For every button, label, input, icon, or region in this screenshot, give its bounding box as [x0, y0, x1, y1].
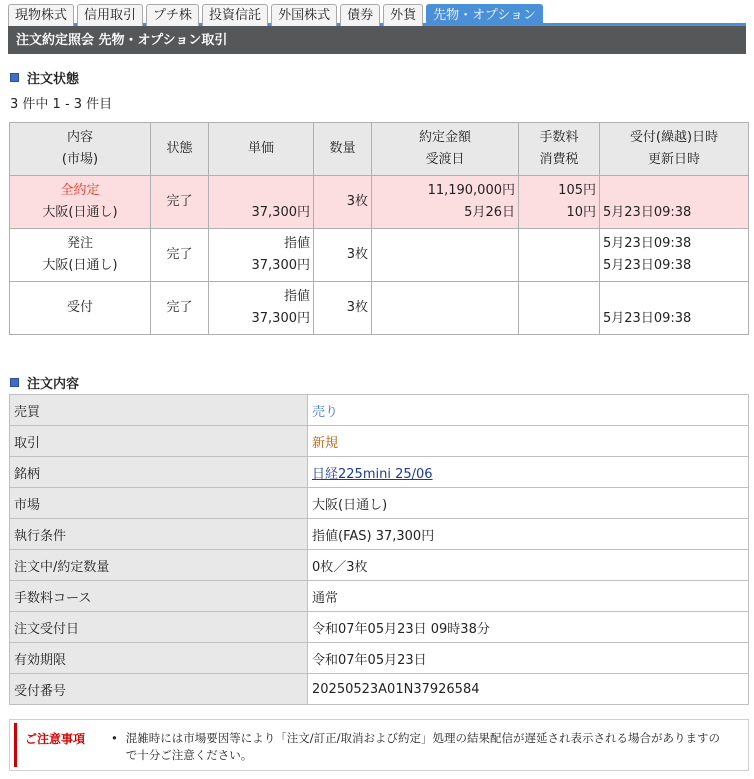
header-state: 状態: [151, 123, 209, 176]
detail-section-heading: [10, 373, 754, 392]
notice-line: 混雑時には市場要因等により「注文/訂正/取消および約定」処理の結果配信が遅延され表示される場合がありますの: [125, 731, 721, 745]
header-qty: 数量: [314, 123, 372, 176]
row-date: 5月23日09:38 5月23日09:38: [600, 229, 749, 282]
row-state: 完了: [151, 229, 209, 282]
square-bullet-icon: [10, 378, 19, 387]
detail-row-trade: [10, 426, 749, 457]
tab-gaika[interactable]: 外貨: [383, 4, 423, 26]
notice-line: で十分ご注意ください。: [125, 748, 253, 762]
detail-value-trade: 新規: [308, 426, 749, 457]
row-state: 完了: [151, 282, 209, 335]
header-date: 受付(繰越)日時 更新日時: [600, 123, 749, 176]
detail-value: 20250523A01N37926584: [308, 674, 749, 705]
detail-row-market: [10, 488, 749, 519]
detail-value-symbol: [308, 457, 749, 488]
detail-key: 受付番号: [10, 674, 308, 705]
row-amount: [372, 229, 519, 282]
tab-genbutsu[interactable]: 現物株式: [8, 4, 74, 26]
detail-key: 銘柄: [10, 457, 308, 488]
detail-heading-text: 注文内容: [27, 377, 80, 392]
detail-key: 手数料コース: [10, 581, 308, 612]
page-title: 注文約定照会 先物・オプション取引: [8, 23, 746, 54]
row-qty: 3枚: [314, 282, 372, 335]
detail-value: 通常: [308, 581, 749, 612]
tab-saiken[interactable]: 債券: [340, 4, 380, 26]
square-bullet-icon: [10, 73, 19, 82]
row-amount: [372, 282, 519, 335]
detail-value-side: 売り: [308, 395, 749, 426]
tab-sakimono[interactable]: 先物・オプション: [426, 4, 543, 26]
symbol-link[interactable]: 日経225mini 25/06: [312, 466, 433, 482]
bullet-icon: •: [111, 731, 118, 745]
tab-puchikabu[interactable]: プチ株: [146, 4, 199, 26]
table-header-row: [10, 123, 749, 176]
notice-title: ご注意事項: [25, 732, 86, 746]
table-row: [10, 229, 749, 282]
detail-key: 注文中/約定数量: [10, 550, 308, 581]
detail-key: 売買: [10, 395, 308, 426]
row-fee: [519, 282, 600, 335]
notice-body: [111, 720, 728, 770]
table-row: [10, 176, 749, 229]
detail-key: 取引: [10, 426, 308, 457]
row-fee: [519, 229, 600, 282]
detail-row-order-date: [10, 612, 749, 643]
detail-row-expiry: [10, 643, 749, 674]
detail-row-fee-course: [10, 581, 749, 612]
tab-shinyo[interactable]: 信用取引: [77, 4, 143, 26]
row-price: 指値 37,300円: [209, 282, 314, 335]
detail-value: 指値(FAS) 37,300円: [308, 519, 749, 550]
header-amount: 約定金額 受渡日: [372, 123, 519, 176]
detail-row-quantity: [10, 550, 749, 581]
row-price: 37,300円: [209, 176, 314, 229]
row-state: 完了: [151, 176, 209, 229]
row-amount: 11,190,000円 5月26日: [372, 176, 519, 229]
tab-toshin[interactable]: 投資信託: [202, 4, 268, 26]
table-row: [10, 282, 749, 335]
result-count: 3 件中 1 - 3 件目: [10, 97, 113, 112]
row-date: 5月23日09:38: [600, 176, 749, 229]
header-content: 内容 (市場): [10, 123, 151, 176]
order-status-table: [9, 122, 749, 335]
row-fee: 105円 10円: [519, 176, 600, 229]
detail-key: 注文受付日: [10, 612, 308, 643]
detail-key: 市場: [10, 488, 308, 519]
detail-value: 0枚／3枚: [308, 550, 749, 581]
detail-value: 令和07年05月23日: [308, 643, 749, 674]
row-price: 指値 37,300円: [209, 229, 314, 282]
header-fee: 手数料 消費税: [519, 123, 600, 176]
order-detail-table: [9, 394, 749, 705]
detail-row-receipt-no: [10, 674, 749, 705]
header-price: 単価: [209, 123, 314, 176]
row-content: 受付: [10, 282, 151, 335]
product-tabs: [0, 0, 754, 23]
row-qty: 3枚: [314, 229, 372, 282]
detail-row-side: [10, 395, 749, 426]
detail-key: 執行条件: [10, 519, 308, 550]
status-heading-text: 注文状態: [27, 72, 80, 87]
detail-value: 令和07年05月23日 09時38分: [308, 612, 749, 643]
row-content: 発注 大阪(日通し): [10, 229, 151, 282]
row-date: 5月23日09:38: [600, 282, 749, 335]
row-content: 全約定 大阪(日通し): [10, 176, 151, 229]
row-qty: 3枚: [314, 176, 372, 229]
detail-row-symbol: [10, 457, 749, 488]
tab-gaikoku[interactable]: 外国株式: [271, 4, 337, 26]
status-section-heading: [10, 68, 754, 87]
detail-row-condition: [10, 519, 749, 550]
notice-box: [9, 719, 749, 771]
detail-value: 大阪(日通し): [308, 488, 749, 519]
detail-key: 有効期限: [10, 643, 308, 674]
